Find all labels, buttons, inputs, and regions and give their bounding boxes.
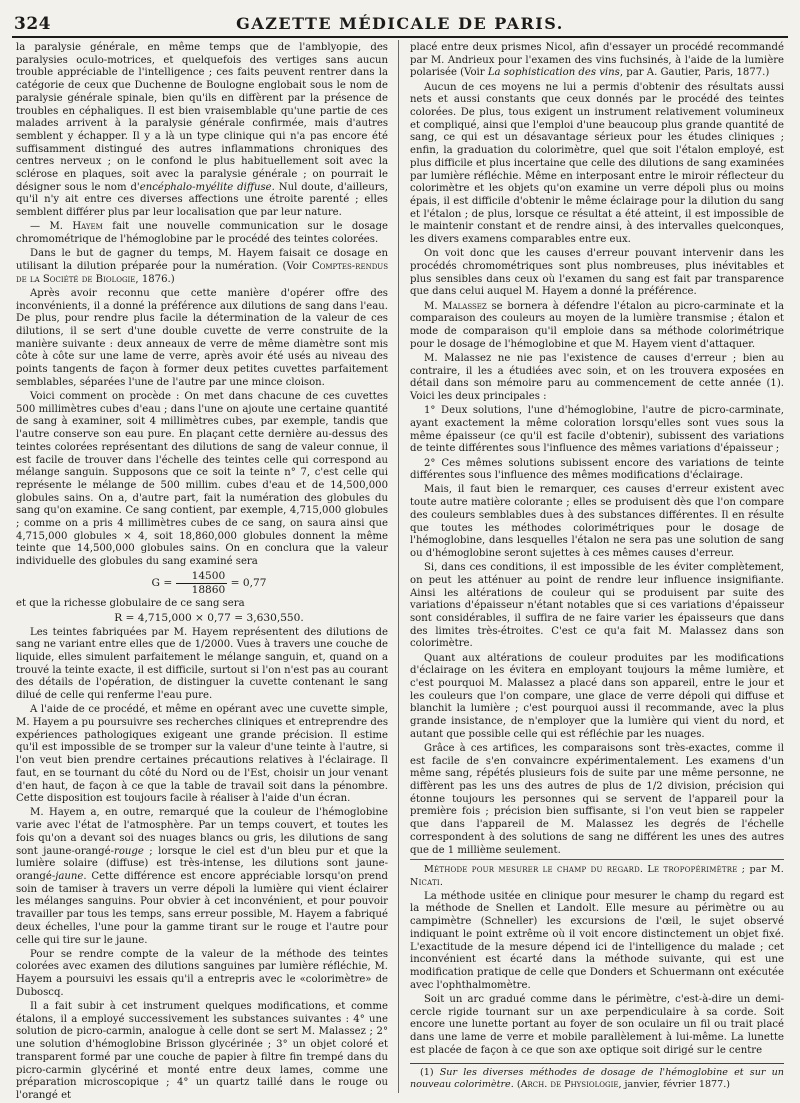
paragraph: 2° Ces mêmes solutions subissent encore des variations de teinte différentes sous l'influence des mêmes modifications d'éclairage. [410, 457, 784, 482]
paragraph: 1° Deux solutions, l'une d'hémoglobine, l'autre de picro-carminate, ayant exactement la même coloration lorsqu'elles sont vues sous la même épaisseur (ce qu'il est facile d'obtenir), subissent des variations de teinte différentes sous l'influence des mêmes variations d'épaisseur ; [410, 405, 784, 455]
paragraph: A l'aide de ce procédé, et même en opérant avec une cuvette simple, M. Hayem a pu poursuivre ses recherches cliniques et entreprendre des expériences pathologiques exigeant une grande précision. Il estime qu'il est impossible de se tromper sur la valeur d'une teinte à l'autre, si l'on veut bien prendre certaines précautions relatives à l'éclairage. Il faut, en se tournant du côté du Nord ou de l'Est, choisir un jour venant d'en haut, de façon à ce que la table de travail soit dans la pénombre. Cette disposition est toujours facile à réaliser à l'aide d'un écran. [16, 704, 388, 805]
formula-globular-richness: R = 4,715,000 × 0,77 = 3,630,550. [114, 612, 304, 625]
paragraph: Soit un arc gradué comme dans le périmètre, c'est-à-dire un demi-cercle rigide tournant sur un axe perpendiculaire à sa corde. Soit encore une lunette portant au foyer de son oculaire un fil ou trait placé dans une lame de verre et mobile parallèlement à lui-même. La lunette est placée de façon à ce que son axe optique soit dirigé sur le centre [410, 993, 784, 1056]
paragraph: Quant aux altérations de couleur produites par les modifications d'éclairage on les évitera en employant toujours la même lumière, et c'est pourquoi M. Malassez a placé dans son appareil, entre le jour et les couleurs que l'on compare, une glace de verre dépoli qui diffuse et blanchit la lumière ; c'est pourquoi aussi il recommande, avec la plus grande insistance, de n'employer que la lumière qui vient du nord, et autant que possible celle qui est réfléchie par les nuages. [410, 652, 784, 740]
paragraph: Après avoir reconnu que cette manière d'opérer offre des inconvénients, il a donné la préférence aux dilutions de sang dans l'eau. De plus, pour rendre plus facile la détermination de la valeur de ces dilutions, il se sert d'une double cuvette de verre construite de la manière suivante : deux anneaux de verre de même diamètre sont mis côte à côte sur une lame de verre, après avoir été usés au niveau des points tangents de façon à former deux petites cuvettes parfaitement semblables, séparées l'une de l'autre par une mince cloison. [16, 287, 388, 388]
paragraph: placé entre deux prismes Nicol, afin d'essayer un procédé recommandé par M. Andrieux pour l'examen des vins fuchsinés, à l'aide de la lumière polarisée (Voir La sophistication des vins, par A. Gautier, Paris, 1877.) [410, 42, 784, 79]
paragraph: Si, dans ces conditions, il est impossible de les éviter complètement, on peut les atténuer au point de rendre leur influence insignifiante. Ainsi les altérations de couleur qui se produisent par suite des variations d'épaisseur n'étant notables que si ces variations d'épaisseur sont considérables, il suffira de ne faire varier les épaisseurs que dans des limites très-étroites. C'est ce qu'a fait M. Malassez dans son colorimètre. [410, 562, 784, 650]
header-rule [12, 36, 788, 38]
column-divider [398, 40, 399, 1093]
paragraph: Les teintes fabriquées par M. Hayem représentent des dilutions de sang ne variant entre elles que de 1/2000. Vues à travers une couche de liquide, elles simulent parfaitement le mélange sanguin, et, quand on a trouvé la teinte exacte, il est difficile, surtout si l'on n'est pas au courant des détails de l'opération, de distinguer la cuvette contenant le sang dilué de celle qui renferme l'eau pure. [16, 626, 388, 702]
paragraph: Aucun de ces moyens ne lui a permis d'obtenir des résultats aussi nets et aussi constants que ceux donnés par le procédé des teintes colorées. De plus, tous exigent un instrument relativement volumineux et compliqué, ainsi que l'emploi d'une beaucoup plus grande quantité de sang, ce qui est un désavantage sérieux pour les études cliniques ; enfin, la graduation du colorimètre, quel que soit l'étalon employé, est plus difficile et plus incertaine que celle des dilutions de sang examinées par lumière réfléchie. Même en interposant entre le miroir réflecteur du colorimètre et les objets qu'on examine un verre dépoli plus ou moins épais, il est difficile d'obtenir le même éclairage pour la dilution du sang et l'étalon ; de plus, lorsque ce résultat a été atteint, il est impossible de le maintenir constant et de rendre ainsi, à des intervalles quelconques, les divers examens comparables entre eux. [410, 81, 784, 246]
paragraph: Grâce à ces artifices, les comparaisons sont très-exactes, comme il est facile de s'en convaincre expérimentalement. Les examens d'un même sang, répétés plusieurs fois de suite par une même personne, ne diffèrent pas les uns des autres de plus de 1/2 division, précision qui étonne toujours les personnes qui se servent de l'appareil pour la première fois ; précision bien suffisante, si l'on veut bien se rappeler que dans l'appareil de M. Malassez les degrés de l'échelle correspondent à des solutions de sang ne différent les unes des autres que de 1 millième seulement. [410, 742, 784, 856]
paragraph: M. Hayem a, en outre, remarqué que la couleur de l'hémoglobine varie avec l'état de l'atmosphère. Par un temps couvert, et toutes les fois qu'on a devant soi des nuages blancs ou gris, les dilutions de sang sont jaune-orangé-rouge ; lorsque le ciel est d'un bleu pur et que la lumière solaire (diffuse) est très-intense, les dilutions sont jaune-orangé-jaune. Cette différence est encore appréciable lorsqu'on prend soin de tamiser à travers un verre dépoli la lumière qui vient éclairer les mélanges sanguins. Pour obvier à cet inconvénient, et pour pouvoir travailler par tous les temps, sans erreur possible, M. Hayem a fabriqué deux échelles, l'une pour la gamme tirant sur le rouge et l'autre pour celle qui tire sur le jaune. [16, 807, 388, 946]
paragraph: On voit donc que les causes d'erreur pouvant intervenir dans les procédés chromométriques sont plus nombreuses, plus inévitables et plus sensibles dans ceux où l'examen du sang est fait par transparence que dans celui auquel M. Hayem a donné la préférence. [410, 248, 784, 298]
page-header [0, 0, 800, 40]
paragraph: M. Malassez se bornera à défendre l'étalon au picro-carminate et la comparaison des couleurs au moyen de la lumière transmise ; étalon et mode de comparaison qu'il emploie dans sa méthode colorimétrique pour le dosage de l'hémoglobine et que M. Hayem vient d'attaquer. [410, 300, 784, 350]
paragraph: Il a fait subir à cet instrument quelques modifications, et comme étalons, il a employé successivement les substances suivantes : 4° une solution de picro-carmin, analogue à celle dont se sert M. Malassez ; 2° une solution d'hémoglobine Brisson glycérinée ; 3° un objet coloré et transparent formé par une couche de papier à filtre fin trempé dans du picro-carmin glycériné et monté entre deux lames, comme une préparation microscopique ; 4° un quartz taillé dans le rouge ou l'orangé et [16, 1001, 388, 1101]
author-name: Hayem [72, 221, 103, 233]
left-column [16, 42, 388, 1101]
paragraph: Pour se rendre compte de la valeur de la méthode des teintes colorées avec examen des dilutions sanguines par lumière réfléchie, M. Hayem a poursuivi les essais qu'il a entrepris avec le «colorimètre» de Duboscq. [16, 948, 388, 998]
paragraph: La méthode usitée en clinique pour mesurer le champ du regard est la méthode de Snellen et Landolt. Elle mesure au périmètre ou au campimètre (Schneller) les excursions de l'œil, le sujet observé indiquant le point extrême où il voit encore distinctement un objet fixé. L'exactitude de la mesure dépend ici de l'intelligence du malade ; cet inconvénient est écarté dans la méthode suivante, qui est une modification pratique de celle que Donders et Schuermann ont exécutée avec l'ophthalmomètre. [410, 890, 784, 991]
journal-title: GAZETTE MÉDICALE DE PARIS. [236, 14, 564, 33]
paragraph: M. Malassez ne nie pas l'existence de causes d'erreur ; bien au contraire, il les a étudiées avec soin, et on les trouvera exposées en détail dans son mémoire paru au commencement de cette année (1). Voici les deux principales : [410, 352, 784, 402]
paragraph: — M. Hayem fait une nouvelle communication sur le dosage chromométrique de l'hémoglobine par le procédé des teintes colorées. [16, 221, 388, 246]
formula-globular-value: G = $\frac{14500}{18860}$ = 0,77 [151, 570, 267, 597]
author-name: Malassez [442, 300, 487, 312]
paragraph: Voici comment on procède : On met dans chacune de ces cuvettes 500 millimètres cubes d'eau ; dans l'une on ajoute une certaine quantité de sang à examiner, soit 4 millimètres cubes, par exemple, tandis que l'autre conserve son eau pure. En plaçant cette dernière au-dessus des teintes colorées représentant des dilutions de sang de valeur connue, il est facile de trouver dans l'échelle des teintes celle qui correspond au mélange sanguin. Supposons que ce soit la teinte n° 7, c'est celle qui représente le mélange de 500 millim. cubes d'eau et de 14,500,000 globules sains. On a, d'autre part, fait la numération des globules du sang qu'on examine. Ce sang contient, par exemple, 4,715,000 globules ; comme on a pris 4 millimètres cubes de ce sang, on saura ainsi que 4,715,000 globules × 4, soit 18,860,000 globules donnent la même teinte que 14,500,000 globules sains. On en conclura que la valeur individuelle des globules du sang examiné sera [16, 390, 388, 568]
footnote-text: (1) Sur les diverses méthodes de dosage de l'hémoglobine et sur un nouveau colorimètre. (Arch. de Physiologie, janvier, février 1877.) [410, 1067, 784, 1091]
page-number: 324 [14, 14, 51, 34]
paragraph: Mais, il faut bien le remarquer, ces causes d'erreur existent avec toute autre matière colorante ; elles se produisent dès que l'on compare des couleurs semblables dues à des substances différentes. Il en résulte que toutes les méthodes colorimétriques pour le dosage de l'hémoglobine, dans lesquelles l'étalon ne sera pas une solution de sang ou d'hémoglobine seront sujettes à ces mêmes causes d'erreur. [410, 484, 784, 559]
right-column [410, 42, 784, 1095]
author-name: Nicati [410, 876, 440, 888]
section-title: Méthode pour mesurer le champ du regard. Le tropopérimètre ; par M. Nicati. [410, 859, 784, 889]
footnote [410, 1063, 784, 1091]
paragraph: Dans le but de gagner du temps, M. Hayem faisait ce dosage en utilisant la dilution préparée pour la numération. (Voir Comptes-rendus de la Société de Biologie, 1876.) [16, 248, 388, 285]
paragraph: et que la richesse globulaire de ce sang sera [16, 598, 245, 610]
paragraph: la paralysie générale, en même temps que de l'amblyopie, des paralysies oculo-motrices, et quelquefois des vertiges sans aucun trouble appréciable de l'intelligence ; ces faits peuvent rentrer dans la catégorie de ceux que Duchenne de Boulogne englobait sous le nom de paralysie générale spinale, bien qu'ils en diffèrent par la présence de troubles en céphaliques. Il est bien vraisemblable qu'une partie de ces malades arrivent à la paralysie générale confirmée, mais d'autres semblent y échapper. Il y a là un type clinique qui n'a pas encore été suffisamment distingué des autres inflammations chroniques des centres nerveux ; on le confond le plus habituellement soit avec la sclérose en plaques, soit avec la paralysie générale ; on pourrait le désigner sous le nom d'encéphalo-myélite diffuse. Nul doute, d'ailleurs, qu'il n'y ait entre ces diverses affections une étroite parenté ; elles semblent différer plus par leur localisation que par leur nature. [16, 42, 388, 219]
